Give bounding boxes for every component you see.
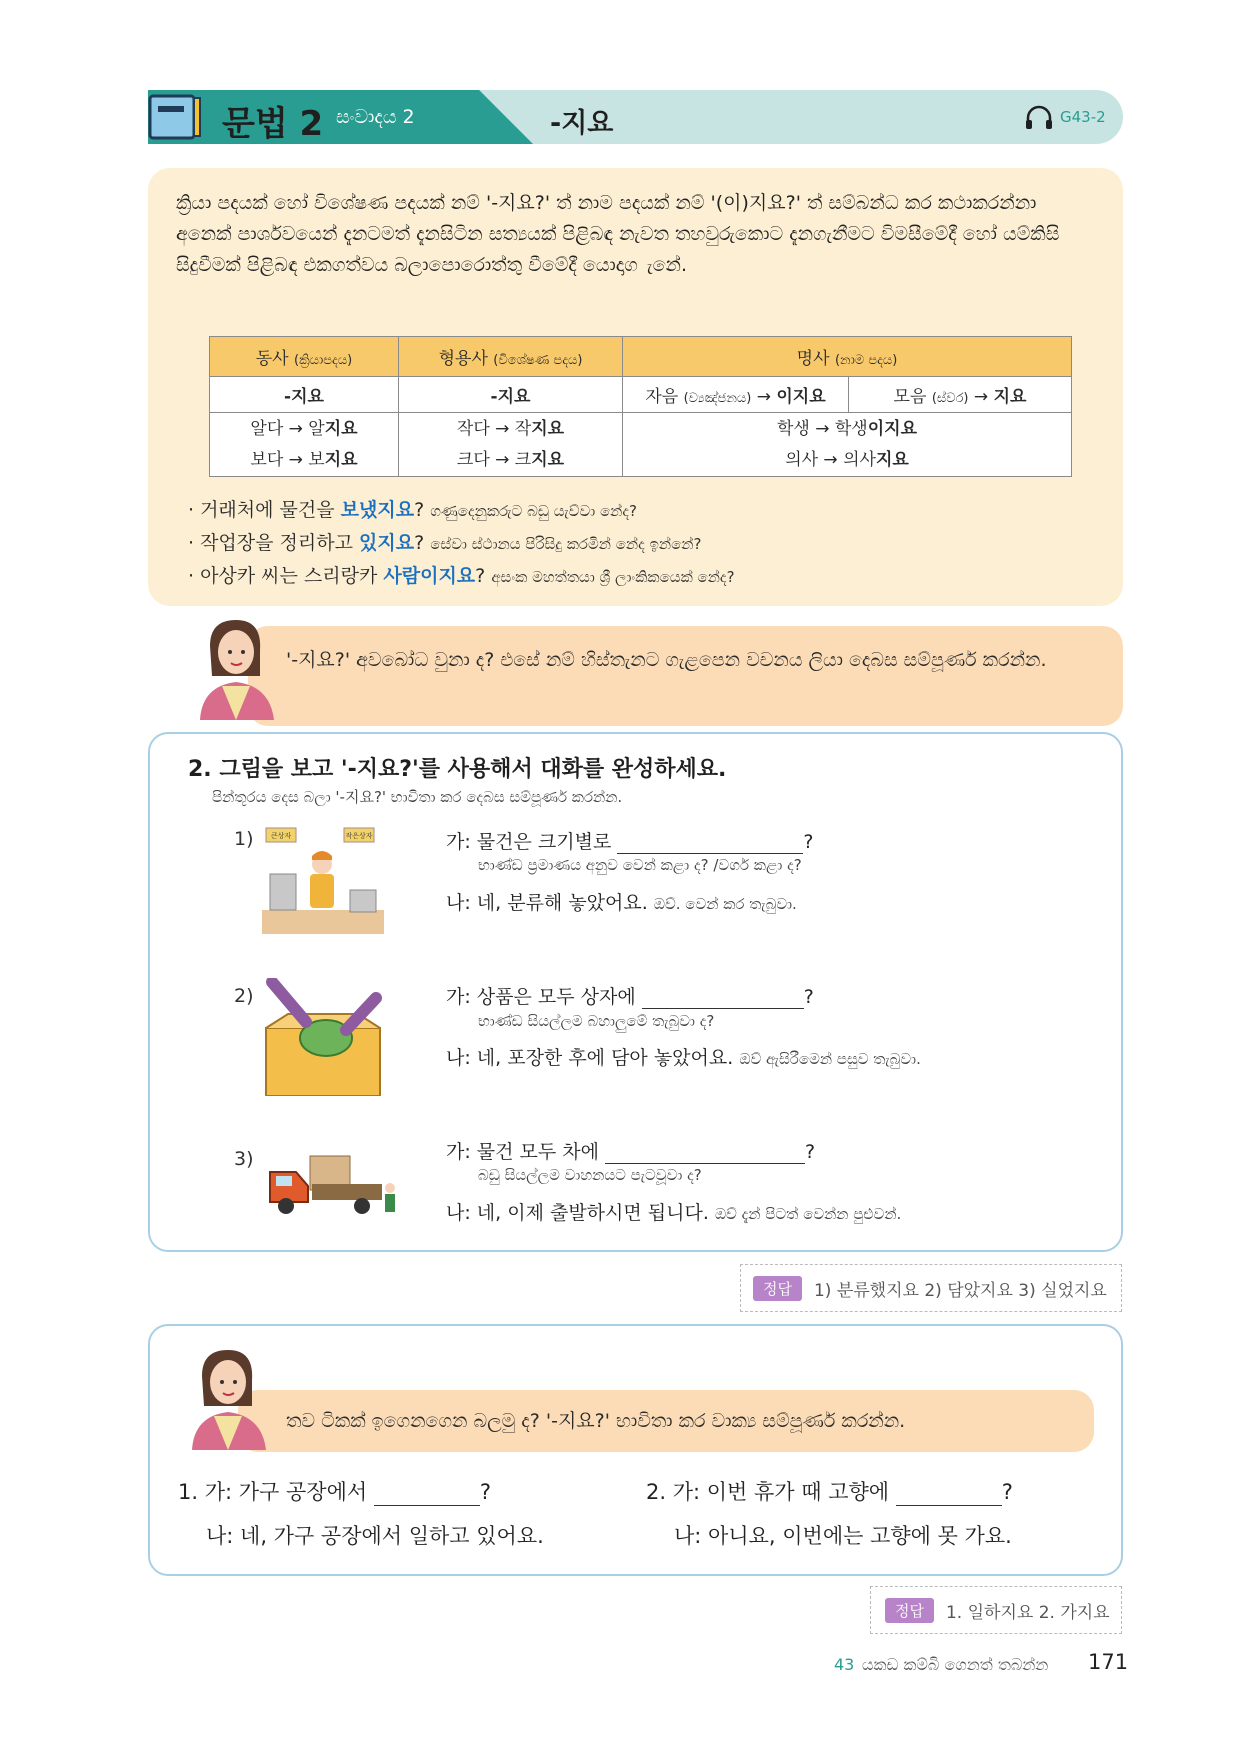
practice-instruction: තව ටිකක් ඉගෙනගෙන බලමු ද? '-지요?' භාවිතා කර වාක්‍ය සම්පූර්ණ කරන්න. (286, 1410, 906, 1432)
example-sentence: · 작업장을 정리하고 있지요? සේවා ස්ථානය පිරිසිදු කරමින් නේද ඉන්නේ? (188, 532, 702, 554)
dialogue-question: 가: 물건은 크기별로 ? (446, 831, 814, 853)
dialogue-answer: 나: 네, 포장한 후에 담아 놓았어요. ඔව් ඇසිරීමෙන් පසුව තැබුවා. (446, 1047, 921, 1069)
answer-blank[interactable] (642, 989, 804, 1009)
table-header-verb: 동사 (ක්‍රියාපදය) (210, 337, 399, 377)
tip-text: '-지요?' අවබෝධ වුනා ද? එසේ නම් හිස්තැනට ගැළපෙන වචනය ලියා දෙබස සම්පූර්ණ කරන්න. (286, 649, 1047, 671)
teacher-illustration (184, 1346, 274, 1450)
exercise-subtitle: පින්තූරය දෙස බලා '-지요?' භාවිතා කර දෙබස සම්පූර්ණ කරන්න. (212, 788, 623, 806)
section-title: 문법 2 (222, 104, 324, 144)
table-header-noun: 명사 (නාම පදය) (623, 337, 1072, 377)
dialogue-question: 가: 상품은 모두 상자에 ? (446, 986, 814, 1008)
item-number: 1) (234, 828, 254, 850)
dialogue-question: 가: 물건 모두 차에 ? (446, 1141, 816, 1163)
dialogue-question-translation: බඩු සියල්ලම වාහනයට පැටවූවා ද? (478, 1166, 702, 1184)
teacher-illustration (192, 616, 282, 720)
item-number: 3) (234, 1148, 254, 1170)
answer-key-text: 1. 일하지요 2. 가지요 (945, 1602, 1110, 1623)
grammar-table (209, 336, 1072, 477)
answer-tag: 정답 (753, 1276, 802, 1301)
sign-large-box: 큰상자 (270, 832, 292, 840)
dialogue-question-translation: භාණ්ඩ ප්‍රමාණය අනුව වෙන් කළා ද? /වර්ග කළා ද? (478, 856, 802, 874)
audio-track-code[interactable]: G43-2 (1060, 108, 1106, 126)
headphones-icon[interactable] (1024, 104, 1054, 130)
tip-bubble (248, 626, 1123, 726)
practice-answer-1: 나: 네, 가구 공장에서 일하고 있어요. (206, 1524, 544, 1548)
example-sentence: · 거래처에 물건을 보냈지요? ගණුදෙනුකරුට බඩු යැව්වා නේද? (188, 499, 637, 521)
sorting-boxes-illustration (262, 826, 384, 934)
answer-key-box (740, 1264, 1122, 1312)
sign-small-box: 작은상자 (345, 832, 373, 840)
chapter-title: යකඩ කම්බි ගෙනත් තබන්න (862, 1655, 1049, 1674)
example-sentence: · 아상카 씨는 스리랑카 사람이지요? අසංක මහත්තයා ශ්‍රී ලාංකිකයෙක් නේද? (188, 565, 735, 587)
noun-consonant-form: 자음 (ව්‍යඤ්ජනය) → 이지요 (623, 377, 849, 413)
answer-blank[interactable] (617, 834, 803, 854)
chapter-number: 43 (834, 1655, 855, 1674)
section-subtitle: සංවාදය 2 (336, 106, 415, 128)
practice-answer-2: 나: 아니요, 이번에는 고향에 못 가요. (674, 1524, 1012, 1548)
table-header-adjective: 형용사 (විශේෂණ පදය) (399, 337, 623, 377)
verb-form: -지요 (210, 377, 399, 413)
answer-blank[interactable] (896, 1484, 1002, 1506)
book-icon (148, 92, 204, 142)
answer-tag: 정답 (885, 1598, 934, 1623)
answer-key-text: 1) 분류했지요 2) 담았지요 3) 실었지요 (813, 1280, 1107, 1301)
answer-key-box (870, 1586, 1122, 1634)
practice-question-1: 1. 가: 가구 공장에서 ? (178, 1480, 491, 1504)
page-number: 171 (1088, 1650, 1129, 1674)
answer-blank[interactable] (605, 1144, 805, 1164)
noun-examples: 학생 → 학생이지요 의사 → 의사지요 (623, 413, 1072, 477)
packing-box-illustration (262, 978, 386, 1096)
adjective-form: -지요 (399, 377, 623, 413)
item-number: 2) (234, 985, 254, 1007)
explanation-text: ක්‍රියා පදයක් හෝ විශේෂණ පදයක් නම් '-지요?' ත් නාම පදයක් නම් '(이)지요?' ත් සම්බන්ධ කර කථාකරන්නා අනෙක් පාර්ශවයෙන් දැනටමත් දැනසිටින සත්‍යයක් පිළිබඳ නැවත තහවුරුකොට දැනගැනීමට විමසීමේදී හෝ යම්කිසි සිදුවීමක් පිළිබඳ එකගත්වය බලාපොරොත්තු වීමේදී යොදාග ැනේ. (176, 192, 1060, 276)
sentence-examples (188, 494, 735, 593)
answer-blank[interactable] (374, 1484, 480, 1506)
exercise-title: 2. 그림을 보고 '-지요?'를 사용해서 대화를 완성하세요. (188, 757, 727, 782)
practice-question-2: 2. 가: 이번 휴가 때 고향에 ? (646, 1480, 1013, 1504)
adjective-examples: 작다 → 작지요 크다 → 크지요 (399, 413, 623, 477)
verb-examples: 알다 → 알지요 보다 → 보지요 (210, 413, 399, 477)
dialogue-answer: 나: 네, 분류해 놓았어요. ඔව්. වෙන් කර තැබුවා. (446, 892, 797, 914)
dialogue-question-translation: භාණ්ඩ සියල්ලම බහාලුමේ තැබුවා ද? (478, 1012, 715, 1030)
dialogue-answer: 나: 네, 이제 출발하시면 됩니다. ඔව් දැන් පිටත් වෙන්න පුළුවන්. (446, 1202, 902, 1224)
noun-vowel-form: 모음 (ස්වර) → 지요 (849, 377, 1072, 413)
grammar-topic: -지요 (550, 108, 614, 139)
loaded-truck-illustration (266, 1148, 404, 1220)
